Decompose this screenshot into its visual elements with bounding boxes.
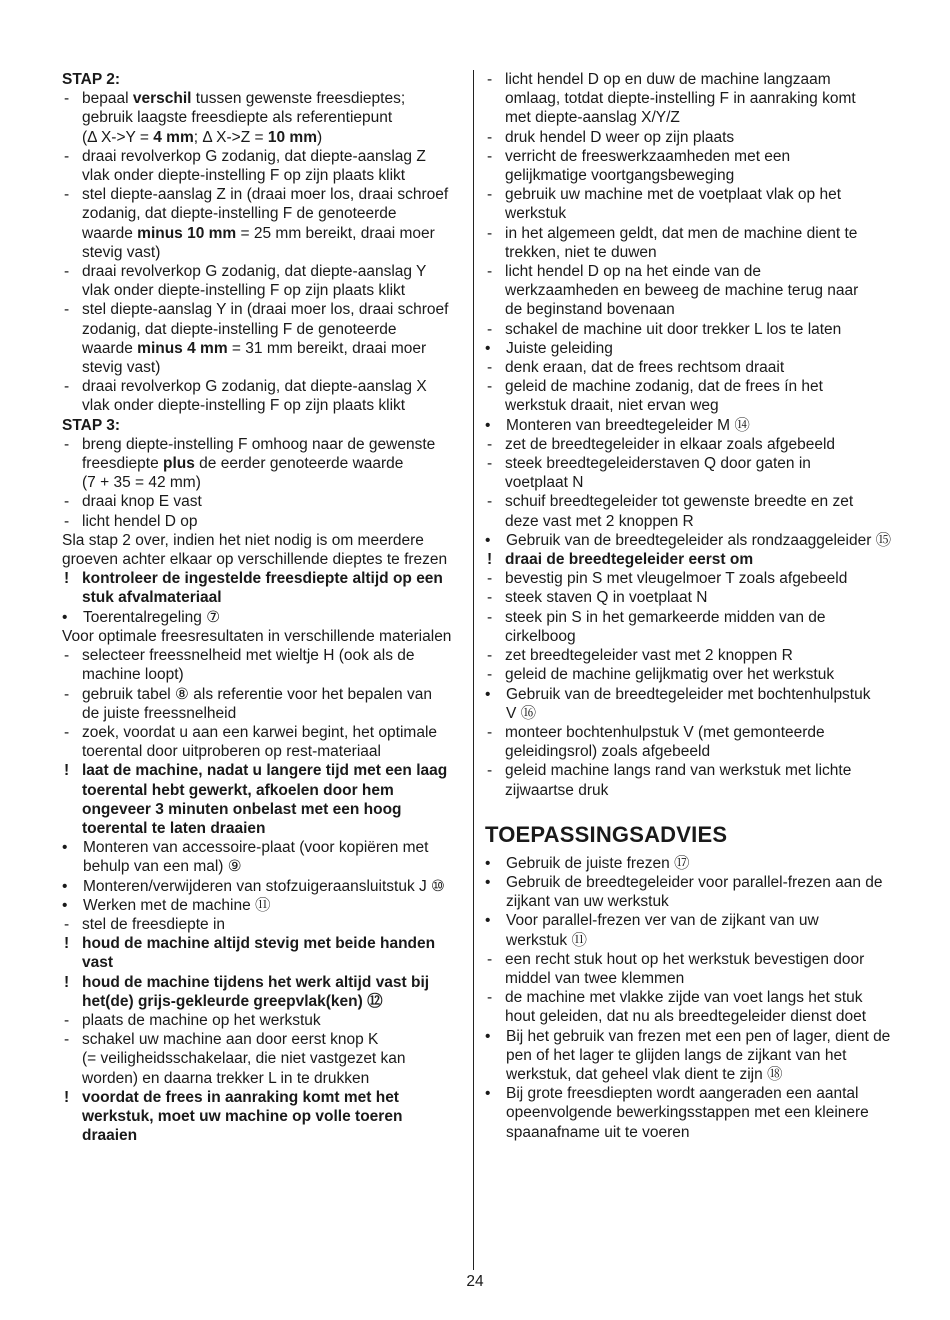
bullet-item — [62, 838, 462, 876]
warning-item — [62, 569, 462, 607]
dash-icon: - — [487, 435, 493, 453]
text-line: monteer bochtenhulpstuk V (met gemonteerde — [505, 723, 825, 741]
text-line: houd de machine tijdens het werk altijd vast bij — [82, 973, 430, 991]
dash-item — [62, 89, 462, 147]
text-line: draai revolverkop G zodanig, dat diepte-aanslag X — [82, 378, 427, 396]
text-line: V ⑯ — [506, 704, 537, 722]
dash-icon: - — [487, 71, 493, 88]
text-line: TOEPASSINGSADVIES — [485, 821, 728, 847]
dash-icon: - — [487, 570, 493, 588]
text-line: stevig vast) — [82, 243, 161, 261]
text-line: voordat de frees in aanraking komt met het — [82, 1088, 399, 1106]
bullet-item — [485, 339, 905, 358]
dash-icon: - — [487, 224, 493, 242]
paragraph — [62, 531, 462, 569]
text-line: Gebruik de breedtegeleider voor parallel-frezen aan de — [506, 873, 883, 891]
dash-item — [485, 646, 905, 665]
dash-item — [62, 646, 462, 684]
dash-item — [485, 358, 905, 377]
dash-icon: - — [487, 493, 493, 511]
text-line: STAP 3: — [62, 416, 120, 434]
text-line: trekken, niet te duwen — [505, 243, 657, 261]
right-column — [485, 70, 905, 1142]
text-line: waarde minus 10 mm = 25 mm bereikt, draai moer — [82, 224, 435, 242]
page-number: 24 — [466, 1273, 484, 1290]
dash-item — [62, 262, 462, 300]
dash-item — [485, 454, 905, 492]
dash-icon: - — [64, 723, 70, 741]
bullet-item — [485, 854, 905, 873]
warning-item — [62, 1088, 462, 1146]
bullet-icon: • — [485, 531, 491, 549]
dash-icon: - — [64, 90, 70, 108]
text-line: steek staven Q in voetplaat N — [505, 589, 708, 607]
text-line: freesdiepte plus de eerder genoteerde waarde — [82, 455, 404, 473]
dash-item — [485, 492, 905, 530]
text-line: geleid machine langs rand van werkstuk met lichte — [505, 762, 852, 780]
text-line: omlaag, totdat diepte-instelling F in aanraking komt — [505, 90, 856, 108]
dash-item — [485, 70, 905, 128]
text-line: het(de) grijs-gekleurde greepvlak(ken) ⑫ — [82, 992, 383, 1010]
text-line: stel diepte-aanslag Y in (draai moer los, draai schroef — [82, 301, 449, 319]
text-line: werkstuk — [505, 205, 567, 223]
bullet-icon: • — [62, 877, 68, 895]
text-line: Toerentalregeling ⑦ — [83, 608, 221, 626]
text-line: (Δ X->Y = 4 mm; Δ X->Z = 10 mm) — [82, 128, 323, 146]
bold-span: minus 4 mm — [137, 339, 228, 357]
column-divider — [473, 70, 474, 1270]
dash-icon: - — [64, 378, 70, 396]
dash-item — [485, 262, 905, 320]
bullet-icon: • — [485, 339, 491, 357]
bullet-icon: • — [485, 873, 491, 891]
text-line: vlak onder diepte-instelling F op zijn plaats klikt — [82, 282, 406, 300]
text-line: hout geleiden, dat nu als breedtegeleider dienst doet — [505, 1008, 867, 1026]
text-line: stuk afvalmateriaal — [82, 589, 222, 607]
warning-item — [62, 934, 462, 972]
bullet-item — [485, 911, 905, 949]
text-line: zet de breedtegeleider in elkaar zoals afgebeeld — [505, 435, 836, 453]
dash-item — [62, 147, 462, 185]
dash-item — [485, 608, 905, 646]
bold-span: 4 mm — [153, 128, 194, 146]
bullet-icon: • — [485, 685, 491, 703]
dash-item — [485, 320, 905, 339]
text-line: werkzaamheden en beweeg de machine terug naar — [505, 282, 859, 300]
bullet-item — [485, 531, 905, 550]
text-line: licht hendel D op — [82, 512, 198, 530]
bold-span: plus — [163, 455, 195, 473]
dash-icon: - — [487, 989, 493, 1007]
text-line: zodanig, dat diepte-instelling F de genoteerde — [82, 205, 397, 223]
dash-icon: - — [64, 301, 70, 319]
dash-icon: - — [64, 512, 70, 530]
exclamation-icon: ! — [487, 551, 493, 569]
text-line: zijwaartse druk — [505, 781, 609, 799]
text-line: draai de breedtegeleider eerst om — [505, 551, 754, 569]
text-line: toerental door uitproberen op rest-materiaal — [82, 743, 381, 761]
text-line: Bij grote freesdiepten wordt aangeraden een aantal — [506, 1085, 859, 1103]
bold-span: 10 mm — [267, 128, 317, 146]
text-line: voetplaat N — [505, 474, 584, 492]
bullet-icon: • — [485, 912, 491, 930]
text-line: denk eraan, dat de frees rechtsom draait — [505, 359, 785, 377]
text-line: stevig vast) — [82, 359, 161, 377]
text-line: schakel uw machine aan door eerst knop K — [82, 1031, 379, 1049]
text-line: werkstuk, moet uw machine op volle toeren — [82, 1107, 403, 1125]
section-heading — [485, 822, 905, 848]
dash-icon: - — [64, 186, 70, 204]
text-line: Sla stap 2 over, indien het niet nodig is om meerdere — [62, 531, 424, 549]
bullet-icon: • — [485, 416, 491, 434]
exclamation-icon: ! — [64, 973, 70, 991]
text-line: steek pin S in het gemarkeerde midden van de — [505, 608, 826, 626]
dash-item — [62, 723, 462, 761]
text-line: werkstuk, dat geheel vlak dient te zijn ⑱ — [506, 1065, 783, 1083]
left-column — [62, 70, 462, 1145]
bullet-item — [62, 896, 462, 915]
bullet-icon: • — [485, 854, 491, 872]
text-line: werkstuk draait, niet ervan weg — [505, 397, 719, 415]
dash-icon: - — [64, 1031, 70, 1049]
text-line: bevestig pin S met vleugelmoer T zoals afgebeeld — [505, 570, 848, 588]
dash-icon: - — [64, 493, 70, 511]
bullet-icon: • — [485, 1027, 491, 1045]
step-heading — [62, 416, 462, 435]
text-line: Voor optimale freesresultaten in verschillende materialen — [62, 627, 452, 645]
text-line: behulp van een mal) ⑨ — [83, 858, 242, 876]
text-line: schuif breedtegeleider tot gewenste breedte en zet — [505, 493, 854, 511]
dash-item — [485, 588, 905, 607]
text-line: gebruik tabel ⑧ als referentie voor het bepalen van — [82, 685, 432, 703]
dash-item — [62, 492, 462, 511]
bullet-item — [485, 1084, 905, 1142]
dash-item — [62, 185, 462, 262]
bullet-item — [485, 1027, 905, 1085]
bullet-icon: • — [62, 839, 68, 857]
dash-item — [62, 377, 462, 415]
dash-icon: - — [487, 455, 493, 473]
text-line: breng diepte-instelling F omhoog naar de gewenste — [82, 435, 436, 453]
text-line: verricht de freeswerkzaamheden met een — [505, 147, 791, 165]
text-line: vlak onder diepte-instelling F op zijn plaats klikt — [82, 167, 406, 185]
dash-item — [485, 435, 905, 454]
dash-icon: - — [487, 950, 493, 968]
text-line: de machine met vlakke zijde van voet langs het stuk — [505, 989, 863, 1007]
bullet-icon: • — [62, 896, 68, 914]
text-line: Monteren van breedtegeleider M ⑭ — [506, 416, 750, 434]
dash-icon: - — [64, 685, 70, 703]
dash-item — [485, 950, 905, 988]
text-line: stel de freesdiepte in — [82, 915, 226, 933]
exclamation-icon: ! — [64, 762, 70, 780]
dash-icon: - — [487, 647, 493, 665]
dash-icon: - — [487, 128, 493, 146]
text-line: draai knop E vast — [82, 493, 202, 511]
text-line: geleidingsrol) zoals afgebeeld — [505, 743, 711, 761]
text-line: gebruik uw machine met de voetplaat vlak op het — [505, 186, 842, 204]
text-line: Gebruik van de breedtegeleider als rondzaaggeleider ⑮ — [506, 531, 892, 549]
text-line: Voor parallel-frezen ver van de zijkant van uw — [506, 912, 819, 930]
dash-item — [485, 988, 905, 1026]
text-line: Monteren van accessoire-plaat (voor kopiëren met — [83, 839, 429, 857]
text-line: vlak onder diepte-instelling F op zijn plaats klikt — [82, 397, 406, 415]
step-heading — [62, 70, 462, 89]
dash-item — [62, 915, 462, 934]
bullet-item — [62, 877, 462, 896]
dash-item — [485, 224, 905, 262]
dash-icon: - — [64, 1011, 70, 1029]
warning-item — [62, 761, 462, 838]
bullet-item — [62, 608, 462, 627]
text-line: middel van twee klemmen — [505, 969, 685, 987]
text-line: de juiste freessnelheid — [82, 704, 237, 722]
text-line: draai revolverkop G zodanig, dat diepte-aanslag Z — [82, 147, 426, 165]
dash-icon: - — [487, 320, 493, 338]
text-line: zoek, voordat u aan een karwei begint, het optimale — [82, 723, 438, 741]
exclamation-icon: ! — [64, 1088, 70, 1106]
text-line: Werken met de machine ⑪ — [83, 896, 271, 914]
dash-item — [62, 1030, 462, 1088]
text-line: Bij het gebruik van frezen met een pen of lager, dient de — [506, 1027, 891, 1045]
text-line: selecteer freessnelheid met wieltje H (ook als de — [82, 647, 415, 665]
dash-item — [485, 185, 905, 223]
text-line: houd de machine altijd stevig met beide handen — [82, 935, 436, 953]
dash-item — [62, 512, 462, 531]
bullet-icon: • — [485, 1085, 491, 1103]
text-line: opeenvolgende bewerkingsstappen met een kleinere — [506, 1104, 869, 1122]
bold-span: verschil — [132, 90, 192, 108]
exclamation-icon: ! — [64, 570, 70, 588]
text-line: spaanafname uit te voeren — [506, 1123, 690, 1141]
dash-item — [485, 569, 905, 588]
dash-item — [485, 377, 905, 415]
dash-icon: - — [487, 608, 493, 626]
dash-icon: - — [487, 723, 493, 741]
text-line: ongeveer 3 minuten onbelast met een hoog — [82, 800, 402, 818]
text-line: deze vast met 2 knoppen R — [505, 512, 694, 530]
dash-icon: - — [487, 378, 493, 396]
text-line: vast — [82, 954, 114, 972]
text-line: worden) en daarna trekker L in te drukken — [82, 1069, 370, 1087]
text-line: draai revolverkop G zodanig, dat diepte-aanslag Y — [82, 263, 427, 281]
text-line: met diepte-aanslag X/Y/Z — [505, 109, 680, 127]
text-line: STAP 2: — [62, 71, 120, 88]
text-line: bepaal verschil tussen gewenste freesdieptes; — [82, 90, 406, 108]
text-line: werkstuk ⑪ — [506, 931, 587, 949]
text-line: licht hendel D op en duw de machine langzaam — [505, 71, 831, 88]
dash-item — [62, 435, 462, 493]
text-line: toerental hebt gewerkt, afkoelen door hem — [82, 781, 394, 799]
text-line: gebruik laagste freesdiepte als referentiepunt — [82, 109, 393, 127]
text-line: waarde minus 4 mm = 31 mm bereikt, draai moer — [82, 339, 427, 357]
bullet-icon: • — [62, 608, 68, 626]
text-line: plaats de machine op het werkstuk — [82, 1011, 321, 1029]
text-line: (= veiligheidsschakelaar, die niet vastgezet kan — [82, 1050, 406, 1068]
dash-item — [485, 665, 905, 684]
text-line: Monteren/verwijderen van stofzuigeraansluitstuk J ⑩ — [83, 877, 445, 895]
paragraph — [62, 627, 462, 646]
dash-item — [485, 147, 905, 185]
text-line: druk hendel D weer op zijn plaats — [505, 128, 735, 146]
text-line: cirkelboog — [505, 627, 576, 645]
dash-icon: - — [487, 186, 493, 204]
text-line: een recht stuk hout op het werkstuk bevestigen door — [505, 950, 865, 968]
warning-item — [485, 550, 905, 569]
text-line: toerental te laten draaien — [82, 819, 266, 837]
text-line: Gebruik de juiste frezen ⑰ — [506, 854, 690, 872]
dash-icon: - — [64, 147, 70, 165]
dash-item — [62, 300, 462, 377]
text-line: kontroleer de ingestelde freesdiepte altijd op een — [82, 570, 443, 588]
bold-span: minus 10 mm — [137, 224, 237, 242]
text-line: groeven achter elkaar op verschillende dieptes te frezen — [62, 551, 448, 569]
dash-icon: - — [487, 147, 493, 165]
dash-item — [485, 723, 905, 761]
dash-item — [485, 761, 905, 799]
text-line: zijkant van uw werkstuk — [506, 893, 669, 911]
text-line: stel diepte-aanslag Z in (draai moer los, draai schroef — [82, 186, 449, 204]
text-line: Juiste geleiding — [506, 339, 613, 357]
dash-icon: - — [487, 762, 493, 780]
text-line: gelijkmatige voortgangsbeweging — [505, 167, 735, 185]
dash-item — [485, 128, 905, 147]
text-line: draaien — [82, 1127, 138, 1145]
text-line: in het algemeen geldt, dat men de machine dient te — [505, 224, 858, 242]
exclamation-icon: ! — [64, 935, 70, 953]
dash-icon: - — [487, 666, 493, 684]
text-line: zodanig, dat diepte-instelling F de genoteerde — [82, 320, 397, 338]
dash-item — [62, 1011, 462, 1030]
text-line: licht hendel D op na het einde van de — [505, 263, 761, 281]
text-line: (7 + 35 = 42 mm) — [82, 474, 201, 492]
text-line: laat de machine, nadat u langere tijd met een laag — [82, 762, 448, 780]
dash-icon: - — [64, 263, 70, 281]
text-line: pen of het lager te glijden langs de zijkant van het — [506, 1046, 847, 1064]
bullet-item — [485, 416, 905, 435]
text-line: steek breedtegeleiderstaven Q door gaten in — [505, 455, 811, 473]
text-line: zet breedtegeleider vast met 2 knoppen R — [505, 647, 793, 665]
dash-icon: - — [487, 589, 493, 607]
bullet-item — [485, 873, 905, 911]
text-line: de beginstand bovenaan — [505, 301, 675, 319]
dash-icon: - — [64, 647, 70, 665]
dash-item — [62, 685, 462, 723]
text-line: geleid de machine gelijkmatig over het werkstuk — [505, 666, 835, 684]
warning-item — [62, 973, 462, 1011]
text-line: machine loopt) — [82, 666, 184, 684]
bullet-item — [485, 685, 905, 723]
dash-icon: - — [487, 359, 493, 377]
text-line: schakel de machine uit door trekker L los te laten — [505, 320, 842, 338]
text-line: Gebruik van de breedtegeleider met bochtenhulpstuk — [506, 685, 871, 703]
dash-icon: - — [64, 435, 70, 453]
dash-icon: - — [487, 263, 493, 281]
text-line: geleid de machine zodanig, dat de frees ín het — [505, 378, 823, 396]
dash-icon: - — [64, 915, 70, 933]
